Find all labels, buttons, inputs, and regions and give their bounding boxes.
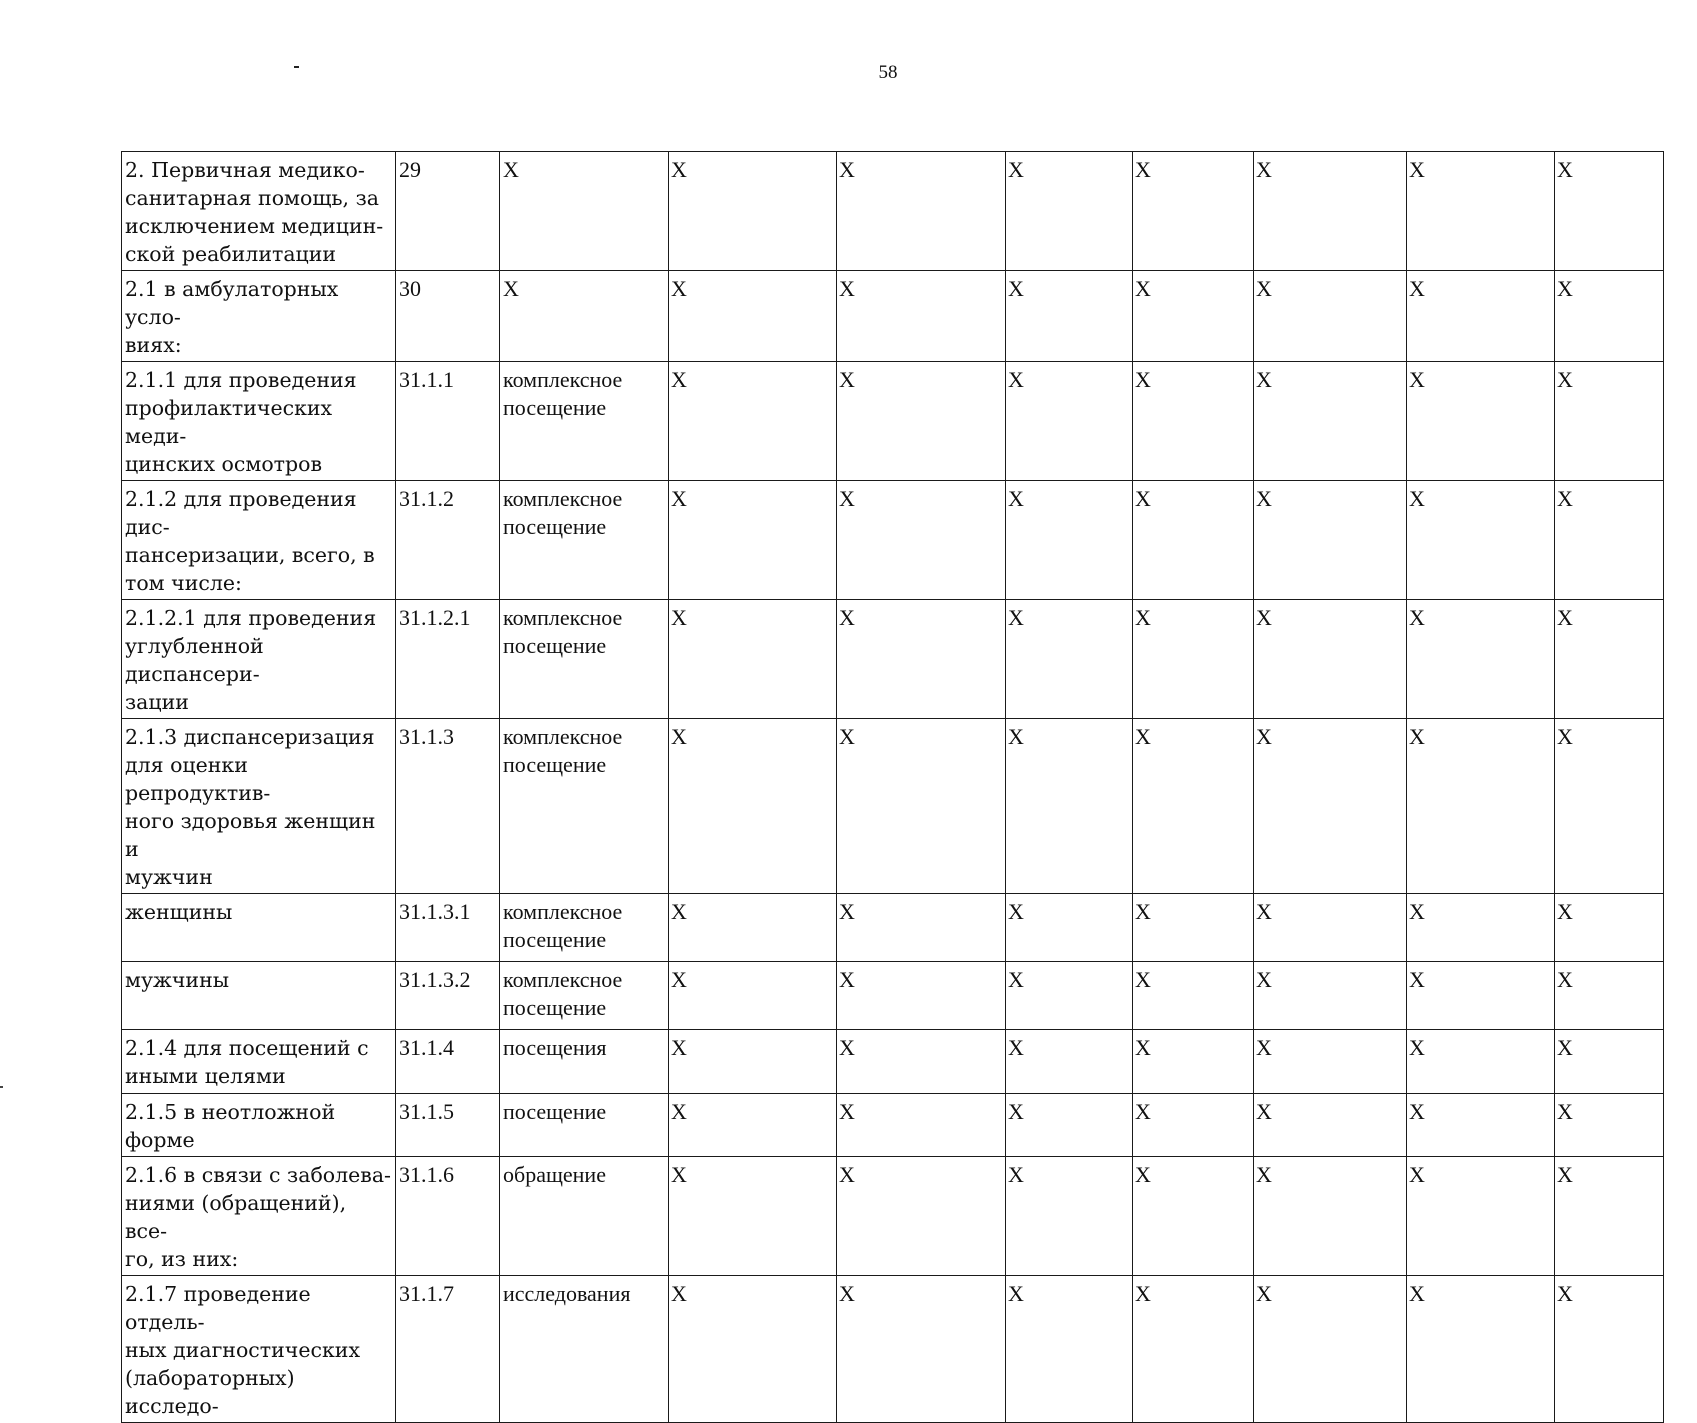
- value-cell: X: [1133, 1030, 1254, 1094]
- value-cell: X: [1407, 600, 1555, 719]
- row-unit-cell: комплексное посещение: [500, 719, 669, 894]
- value-cell: X: [1006, 362, 1133, 481]
- table-row: [122, 962, 1664, 1030]
- row-name-cell: 2.1.7 проведение отдель- ных диагностических (лабораторных) исследо-: [122, 1276, 396, 1423]
- row-name-cell: 2.1.6 в связи с заболева- ниями (обращений), все- го, из них:: [122, 1157, 396, 1276]
- value-cell: X: [669, 1276, 837, 1423]
- value-cell: X: [1555, 1276, 1664, 1423]
- value-cell: X: [1407, 894, 1555, 962]
- value-cell: X: [1006, 152, 1133, 271]
- value-cell: X: [1407, 362, 1555, 481]
- table-row: [122, 1157, 1664, 1276]
- value-cell: X: [1006, 600, 1133, 719]
- row-code-cell: 29: [396, 152, 500, 271]
- table-row: [122, 1094, 1664, 1157]
- value-cell: X: [1407, 1276, 1555, 1423]
- row-unit-cell: комплексное посещение: [500, 894, 669, 962]
- table-row: [122, 719, 1664, 894]
- row-code-cell: 31.1.5: [396, 1094, 500, 1157]
- value-cell: X: [1006, 1276, 1133, 1423]
- value-cell: X: [1133, 894, 1254, 962]
- value-cell: X: [1133, 271, 1254, 362]
- value-cell: X: [1555, 271, 1664, 362]
- value-cell: X: [669, 962, 837, 1030]
- value-cell: X: [837, 481, 1006, 600]
- value-cell: X: [1254, 1157, 1407, 1276]
- value-cell: X: [1133, 152, 1254, 271]
- row-code-cell: 31.1.4: [396, 1030, 500, 1094]
- row-unit-cell: посещение: [500, 1094, 669, 1157]
- value-cell: X: [837, 1276, 1006, 1423]
- value-cell: X: [669, 271, 837, 362]
- value-cell: X: [1254, 362, 1407, 481]
- row-name-cell: 2.1.2 для проведения дис- пансеризации, всего, в том числе:: [122, 481, 396, 600]
- value-cell: X: [1006, 481, 1133, 600]
- value-cell: X: [1254, 600, 1407, 719]
- value-cell: X: [1006, 719, 1133, 894]
- value-cell: X: [837, 152, 1006, 271]
- row-unit-cell: посещения: [500, 1030, 669, 1094]
- value-cell: X: [1254, 962, 1407, 1030]
- row-name-cell: 2.1.3 диспансеризация для оценки репродуктив- ного здоровья женщин и мужчин: [122, 719, 396, 894]
- value-cell: X: [1407, 481, 1555, 600]
- value-cell: X: [1133, 600, 1254, 719]
- value-cell: X: [669, 362, 837, 481]
- table-row: [122, 894, 1664, 962]
- value-cell: X: [837, 1157, 1006, 1276]
- page-number: 58: [878, 62, 898, 83]
- value-cell: X: [1133, 481, 1254, 600]
- row-name-cell: 2.1.2.1 для проведения углубленной диспансери- зации: [122, 600, 396, 719]
- row-code-cell: 31.1.2: [396, 481, 500, 600]
- row-code-cell: 31.1.1: [396, 362, 500, 481]
- value-cell: X: [1254, 271, 1407, 362]
- row-unit-cell: комплексное посещение: [500, 600, 669, 719]
- row-code-cell: 31.1.3: [396, 719, 500, 894]
- value-cell: X: [1555, 1157, 1664, 1276]
- value-cell: X: [1133, 362, 1254, 481]
- value-cell: X: [1133, 1276, 1254, 1423]
- value-cell: X: [1133, 1157, 1254, 1276]
- table-row: [122, 152, 1664, 271]
- value-cell: X: [1555, 719, 1664, 894]
- value-cell: X: [837, 1094, 1006, 1157]
- value-cell: X: [1006, 271, 1133, 362]
- value-cell: X: [1006, 894, 1133, 962]
- value-cell: X: [1133, 962, 1254, 1030]
- value-cell: X: [1254, 1094, 1407, 1157]
- row-name-cell: 2.1.1 для проведения профилактических меди- цинских осмотров: [122, 362, 396, 481]
- row-code-cell: 30: [396, 271, 500, 362]
- row-name-cell: 2.1.5 в неотложной форме: [122, 1094, 396, 1157]
- value-cell: X: [1006, 1157, 1133, 1276]
- value-cell: X: [1555, 481, 1664, 600]
- table-row: [122, 481, 1664, 600]
- value-cell: X: [1555, 152, 1664, 271]
- row-code-cell: 31.1.3.2: [396, 962, 500, 1030]
- value-cell: X: [669, 600, 837, 719]
- value-cell: X: [1006, 962, 1133, 1030]
- value-cell: X: [1555, 600, 1664, 719]
- row-name-cell: 2.1.4 для посещений с иными целями: [122, 1030, 396, 1094]
- value-cell: X: [1407, 719, 1555, 894]
- value-cell: X: [1407, 1030, 1555, 1094]
- row-unit-cell: комплексное посещение: [500, 962, 669, 1030]
- value-cell: X: [837, 362, 1006, 481]
- value-cell: X: [1555, 362, 1664, 481]
- value-cell: X: [1555, 962, 1664, 1030]
- value-cell: X: [837, 271, 1006, 362]
- table-row: [122, 362, 1664, 481]
- value-cell: X: [669, 1157, 837, 1276]
- value-cell: X: [1555, 1094, 1664, 1157]
- row-code-cell: 31.1.6: [396, 1157, 500, 1276]
- table-body: [122, 152, 1664, 1423]
- value-cell: X: [837, 894, 1006, 962]
- data-table: [121, 151, 1664, 1423]
- value-cell: X: [1254, 152, 1407, 271]
- value-cell: X: [1555, 894, 1664, 962]
- value-cell: X: [837, 1030, 1006, 1094]
- value-cell: X: [1254, 481, 1407, 600]
- value-cell: X: [837, 962, 1006, 1030]
- row-unit-cell: комплексное посещение: [500, 362, 669, 481]
- row-code-cell: 31.1.3.1: [396, 894, 500, 962]
- value-cell: X: [1254, 894, 1407, 962]
- row-code-cell: 31.1.7: [396, 1276, 500, 1423]
- value-cell: X: [1006, 1030, 1133, 1094]
- row-unit-cell: исследования: [500, 1276, 669, 1423]
- value-cell: X: [669, 894, 837, 962]
- value-cell: X: [669, 481, 837, 600]
- row-unit-cell: X: [500, 152, 669, 271]
- row-name-cell: 2.1 в амбулаторных усло- виях:: [122, 271, 396, 362]
- value-cell: X: [669, 152, 837, 271]
- value-cell: X: [837, 600, 1006, 719]
- table-row: [122, 1030, 1664, 1094]
- value-cell: X: [1254, 719, 1407, 894]
- value-cell: X: [1006, 1094, 1133, 1157]
- row-name-cell: женщины: [122, 894, 396, 962]
- row-code-cell: 31.1.2.1: [396, 600, 500, 719]
- value-cell: X: [1133, 719, 1254, 894]
- table-row: [122, 271, 1664, 362]
- table-row: [122, 1276, 1664, 1423]
- value-cell: X: [1407, 271, 1555, 362]
- value-cell: X: [669, 1094, 837, 1157]
- table-row: [122, 600, 1664, 719]
- value-cell: X: [669, 719, 837, 894]
- value-cell: X: [1407, 1157, 1555, 1276]
- row-unit-cell: комплексное посещение: [500, 481, 669, 600]
- row-name-cell: мужчины: [122, 962, 396, 1030]
- value-cell: X: [1254, 1276, 1407, 1423]
- scan-speck: [0, 1086, 3, 1088]
- value-cell: X: [837, 719, 1006, 894]
- value-cell: X: [1407, 152, 1555, 271]
- row-unit-cell: X: [500, 271, 669, 362]
- value-cell: X: [1407, 1094, 1555, 1157]
- value-cell: X: [1407, 962, 1555, 1030]
- value-cell: X: [1555, 1030, 1664, 1094]
- value-cell: X: [1133, 1094, 1254, 1157]
- value-cell: X: [1254, 1030, 1407, 1094]
- row-unit-cell: обращение: [500, 1157, 669, 1276]
- value-cell: X: [669, 1030, 837, 1094]
- row-name-cell: 2. Первичная медико- санитарная помощь, за исключением медицин- ской реабилитации: [122, 152, 396, 271]
